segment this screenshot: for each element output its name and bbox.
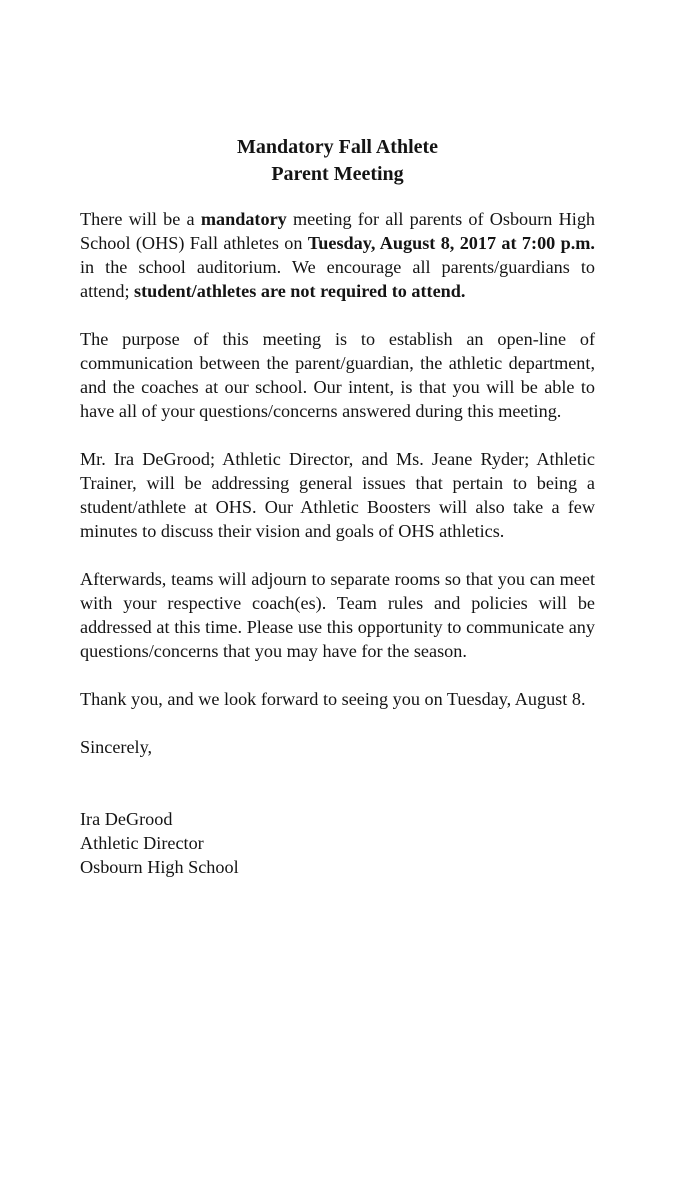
signature-school: Osbourn High School — [80, 857, 239, 877]
letter — [80, 134, 595, 879]
announcement-text-2: meeting for all parents of Osbourn High School (OHS) Fall athletes on — [80, 209, 596, 253]
signature-role: Athletic Director — [80, 833, 204, 853]
mandatory-emphasis: mandatory — [200, 209, 287, 229]
signature-name: Ira DeGrood — [80, 809, 173, 829]
signature-space — [80, 759, 595, 807]
paragraph-speakers: Mr. Ira DeGrood; Athletic Director, and Ms. Jeane Ryder; Athletic Trainer, will be addressing general issues that pertain to being a student/athlete at OHS. Our Athletic Boosters will also take a few minutes to discuss their vision and goals of OHS athletics. — [80, 449, 595, 541]
paragraph-announcement — [80, 207, 595, 303]
paragraph-thanks: Thank you, and we look forward to seeing you on Tuesday, August 8. — [80, 689, 586, 709]
title-line-2: Parent Meeting — [271, 163, 404, 185]
paragraph-afterwards: Afterwards, teams will adjourn to separate rooms so that you can meet with your respective coach(es). Team rules and policies will be addressed at this time. Please use this opportunity to communicate any questions/concerns that you may have for the season. — [80, 569, 595, 661]
meeting-datetime: Tuesday, August 8, 2017 at 7:00 p.m. — [307, 233, 595, 253]
announcement-text-3: in the school auditorium. We encourage all parents/guardians to attend; — [80, 257, 595, 301]
paragraph-purpose: The purpose of this meeting is to establish an open-line of communication between the parent/guardian, the athletic department, and the coaches at our school. Our intent, is that you will be able to have all of your questions/concerns answered during this meeting. — [80, 329, 595, 421]
letter-title — [80, 134, 595, 188]
attendance-note: student/athletes are not required to attend. — [134, 281, 466, 301]
title-line-1: Mandatory Fall Athlete — [236, 136, 439, 158]
signature-block — [80, 807, 595, 879]
announcement-text-1: There will be a — [80, 209, 201, 229]
closing: Sincerely, — [80, 737, 153, 757]
